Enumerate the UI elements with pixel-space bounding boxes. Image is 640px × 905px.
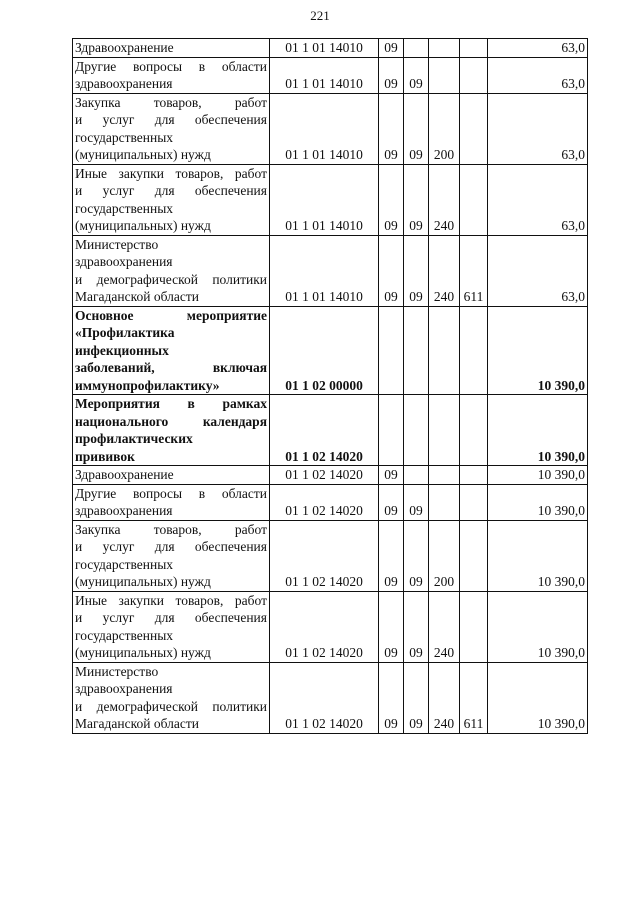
row-subsection-cell: 09: [404, 235, 429, 306]
table-row: [73, 395, 588, 466]
row-subsection-cell: [404, 395, 429, 466]
row-name-line: заболеваний, включая: [75, 360, 267, 375]
row-name-cell: [73, 235, 270, 306]
row-name-line: Магаданской области: [75, 716, 199, 731]
row-subsection-cell: 09: [404, 662, 429, 733]
row-amount-cell: 10 390,0: [488, 395, 588, 466]
row-administrator-cell: [460, 306, 488, 395]
row-target-code-cell: 01 1 01 14010: [270, 39, 379, 58]
row-section-cell: 09: [379, 662, 404, 733]
row-administrator-cell: [460, 57, 488, 93]
row-subsection-cell: 09: [404, 591, 429, 662]
row-expense-type-cell: [429, 484, 460, 520]
table-row: [73, 520, 588, 591]
row-name-line: государственных: [75, 556, 174, 572]
table-row: [73, 484, 588, 520]
row-name-cell: [73, 662, 270, 733]
row-target-code-cell: 01 1 02 14020: [270, 591, 379, 662]
row-section-cell: 09: [379, 164, 404, 235]
row-name-line: государственных: [75, 200, 174, 216]
row-subsection-cell: 09: [404, 57, 429, 93]
row-target-code-cell: 01 1 01 14010: [270, 164, 379, 235]
row-amount-cell: 10 390,0: [488, 662, 588, 733]
row-amount-cell: 10 390,0: [488, 466, 588, 485]
row-name-line: и услуг для обеспечения: [75, 112, 267, 127]
row-section-cell: 09: [379, 235, 404, 306]
row-name-line: Основное мероприятие: [75, 307, 267, 323]
row-name-line: здравоохранения: [75, 681, 173, 696]
row-name-line: Другие вопросы в области: [75, 58, 267, 74]
row-amount-cell: 10 390,0: [488, 484, 588, 520]
row-subsection-cell: 09: [404, 93, 429, 164]
row-target-code-cell: 01 1 01 14010: [270, 57, 379, 93]
row-name-line: «Профилактика: [75, 325, 175, 340]
table-row: [73, 39, 588, 58]
row-expense-type-cell: 200: [429, 520, 460, 591]
row-name-line: прививок: [75, 448, 135, 464]
row-section-cell: 09: [379, 466, 404, 485]
row-name-line: Иные закупки товаров, работ: [75, 592, 267, 608]
row-name-line: (муниципальных) нужд: [75, 147, 211, 162]
budget-table-body: [73, 39, 588, 734]
row-administrator-cell: [460, 466, 488, 485]
row-section-cell: 09: [379, 57, 404, 93]
row-name-line: Закупка товаров, работ: [75, 521, 267, 537]
row-administrator-cell: [460, 591, 488, 662]
row-amount-cell: 10 390,0: [488, 520, 588, 591]
row-subsection-cell: 09: [404, 164, 429, 235]
row-name-line: и услуг для обеспечения: [75, 610, 267, 625]
row-administrator-cell: [460, 164, 488, 235]
row-name-line: Магаданской области: [75, 289, 199, 304]
row-name-line: Закупка товаров, работ: [75, 94, 267, 110]
row-name-line: Министерство: [75, 663, 159, 679]
table-row: [73, 57, 588, 93]
row-administrator-cell: 611: [460, 662, 488, 733]
row-name-line: Здравоохранение: [75, 40, 174, 55]
row-target-code-cell: 01 1 02 14020: [270, 484, 379, 520]
row-administrator-cell: [460, 395, 488, 466]
row-subsection-cell: [404, 39, 429, 58]
row-target-code-cell: 01 1 02 14020: [270, 662, 379, 733]
table-row: [73, 164, 588, 235]
row-expense-type-cell: [429, 395, 460, 466]
row-target-code-cell: 01 1 02 14020: [270, 520, 379, 591]
row-target-code-cell: 01 1 02 14020: [270, 466, 379, 485]
budget-table: [72, 38, 588, 734]
row-amount-cell: 63,0: [488, 57, 588, 93]
row-section-cell: [379, 306, 404, 395]
row-expense-type-cell: [429, 466, 460, 485]
row-name-line: профилактических: [75, 431, 193, 446]
row-expense-type-cell: 240: [429, 164, 460, 235]
row-amount-cell: 63,0: [488, 39, 588, 58]
row-name-line: национального календаря: [75, 413, 267, 429]
row-name-line: Иные закупки товаров, работ: [75, 165, 267, 181]
row-section-cell: 09: [379, 484, 404, 520]
table-row: [73, 235, 588, 306]
row-name-line: Другие вопросы в области: [75, 485, 267, 501]
row-name-line: иммунопрофилактику»: [75, 377, 220, 393]
row-name-line: государственных: [75, 129, 174, 145]
row-name-line: здравоохранения: [75, 76, 173, 91]
row-amount-cell: 10 390,0: [488, 306, 588, 395]
row-name-line: Здравоохранение: [75, 467, 174, 482]
row-name-line: и демографической политики: [75, 271, 267, 287]
row-name-line: инфекционных: [75, 342, 169, 358]
table-row: [73, 662, 588, 733]
row-name-cell: [73, 57, 270, 93]
row-expense-type-cell: [429, 39, 460, 58]
row-name-cell: [73, 591, 270, 662]
row-amount-cell: 63,0: [488, 235, 588, 306]
row-expense-type-cell: 200: [429, 93, 460, 164]
row-expense-type-cell: [429, 57, 460, 93]
row-name-line: Мероприятия в рамках: [75, 396, 267, 411]
row-target-code-cell: 01 1 01 14010: [270, 93, 379, 164]
row-name-line: и демографической политики: [75, 698, 267, 714]
row-name-cell: [73, 484, 270, 520]
row-section-cell: 09: [379, 591, 404, 662]
row-administrator-cell: [460, 520, 488, 591]
row-name-line: (муниципальных) нужд: [75, 645, 211, 660]
row-subsection-cell: [404, 466, 429, 485]
row-expense-type-cell: 240: [429, 235, 460, 306]
row-name-cell: [73, 520, 270, 591]
row-administrator-cell: 611: [460, 235, 488, 306]
row-target-code-cell: 01 1 01 14010: [270, 235, 379, 306]
row-name-cell: [73, 164, 270, 235]
row-administrator-cell: [460, 93, 488, 164]
row-subsection-cell: 09: [404, 520, 429, 591]
row-name-line: и услуг для обеспечения: [75, 183, 267, 198]
row-section-cell: 09: [379, 93, 404, 164]
row-section-cell: 09: [379, 520, 404, 591]
row-name-cell: [73, 395, 270, 466]
page-number: 221: [310, 8, 330, 23]
row-target-code-cell: 01 1 02 00000: [270, 306, 379, 395]
row-expense-type-cell: [429, 306, 460, 395]
row-name-cell: [73, 466, 270, 485]
row-name-line: Министерство: [75, 236, 159, 252]
row-amount-cell: 63,0: [488, 93, 588, 164]
table-row: [73, 93, 588, 164]
row-expense-type-cell: 240: [429, 662, 460, 733]
row-name-line: здравоохранения: [75, 254, 173, 269]
row-name-line: (муниципальных) нужд: [75, 218, 211, 233]
row-amount-cell: 63,0: [488, 164, 588, 235]
row-name-cell: [73, 93, 270, 164]
row-subsection-cell: 09: [404, 484, 429, 520]
row-expense-type-cell: 240: [429, 591, 460, 662]
row-subsection-cell: [404, 306, 429, 395]
row-name-line: (муниципальных) нужд: [75, 574, 211, 589]
table-row: [73, 306, 588, 395]
row-name-line: и услуг для обеспечения: [75, 539, 267, 554]
row-administrator-cell: [460, 39, 488, 58]
row-name-line: здравоохранения: [75, 503, 173, 518]
row-administrator-cell: [460, 484, 488, 520]
row-name-line: государственных: [75, 627, 174, 643]
table-row: [73, 466, 588, 485]
table-row: [73, 591, 588, 662]
row-section-cell: 09: [379, 39, 404, 58]
row-name-cell: [73, 306, 270, 395]
row-amount-cell: 10 390,0: [488, 591, 588, 662]
row-target-code-cell: 01 1 02 14020: [270, 395, 379, 466]
row-name-cell: [73, 39, 270, 58]
row-section-cell: [379, 395, 404, 466]
